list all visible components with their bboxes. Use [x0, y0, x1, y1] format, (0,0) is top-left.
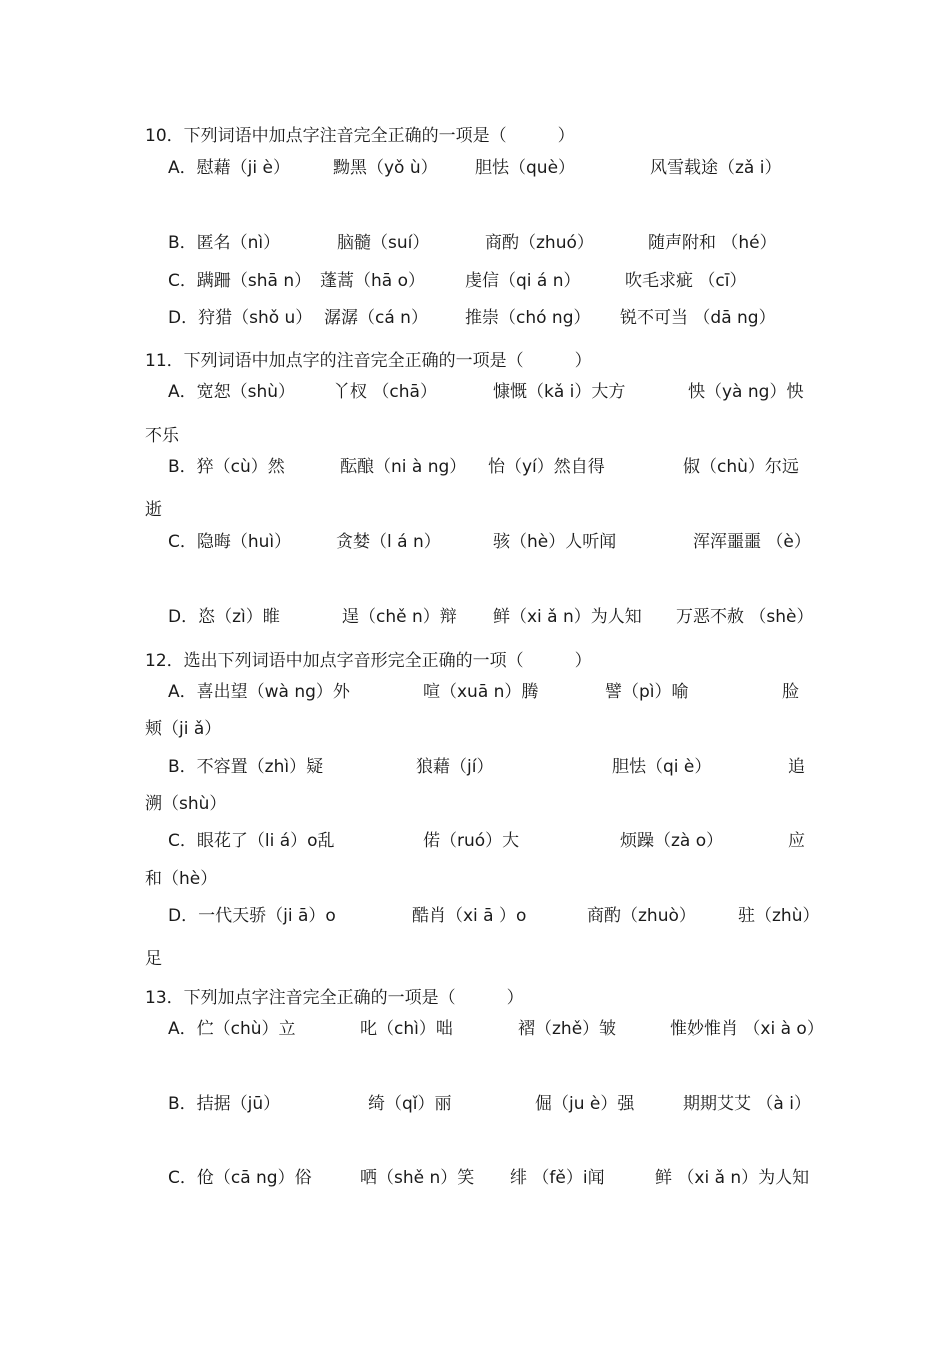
q10-b-1: B．匿名（nì）: [168, 233, 281, 253]
q11-d-3: 鲜（xi ǎ n）为人知: [493, 607, 642, 627]
q13-b-4: 期期艾艾 （à i）: [683, 1094, 811, 1114]
q12-d-4: 驻（zhù）: [738, 906, 820, 926]
q11-a-3: 慷慨（kǎ i）大方: [493, 382, 626, 402]
q12-c-1: C．眼花了（li á）o乱: [168, 831, 335, 851]
q12-a-3: 譬（pì）喻: [605, 682, 689, 702]
q13-stem: 13．下列加点字注音完全正确的一项是（ ）: [145, 988, 524, 1008]
q10-d-4: 锐不可当 （dā ng）: [620, 308, 776, 328]
q12-stem: 12．选出下列词语中加点字音形完全正确的一项（ ）: [145, 651, 592, 671]
q13-a-1: A．伫（chù）立: [168, 1019, 296, 1039]
q10-a-4: 风雪载途（zǎ i）: [650, 158, 782, 178]
q11-stem: 11．下列词语中加点字的注音完全正确的一项是（ ）: [145, 351, 592, 371]
q10-d-2: 潺潺（cá n）: [324, 308, 428, 328]
q13-c-3: 绯 （fě）i闻: [510, 1168, 605, 1188]
q10-c-1: C．蹒跚（shā n）: [168, 271, 312, 291]
q12-c-4: 应: [788, 831, 805, 851]
q11-a-1: A．宽恕（shù）: [168, 382, 296, 402]
q11-b-2: 酝酿（ni à ng）: [340, 457, 467, 477]
q11-a-2: 丫杈 （chā）: [333, 382, 437, 402]
q12-d-wrap: 足: [145, 949, 162, 969]
q11-a-4: 怏（yà ng）怏: [688, 382, 804, 402]
q13-b-2: 绮（qǐ）丽: [368, 1094, 452, 1114]
q11-c-1: C．隐晦（huì）: [168, 532, 292, 552]
q11-c-4: 浑浑噩噩 （è）: [693, 532, 811, 552]
q12-b-wrap: 溯（shù）: [145, 794, 227, 814]
q13-b-1: B．拮据（jū）: [168, 1094, 281, 1114]
q12-d-3: 商酌（zhuò）: [587, 906, 696, 926]
q12-d-1: D．一代天骄（ji ā）o: [168, 906, 336, 926]
q10-b-3: 商酌（zhuó）: [485, 233, 594, 253]
q11-c-2: 贪婪（l á n）: [336, 532, 441, 552]
q11-b-1: B．猝（cù）然: [168, 457, 285, 477]
q10-stem: 10．下列词语中加点字注音完全正确的一项是（ ）: [145, 126, 575, 146]
q13-a-3: 褶（zhě）皱: [518, 1019, 617, 1039]
q11-b-wrap: 逝: [145, 500, 162, 520]
q12-a-1: A．喜出望（wà ng）外: [168, 682, 350, 702]
q13-c-4: 鲜 （xi ǎ n）为人知: [655, 1168, 810, 1188]
q10-c-3: 虔信（qi á n）: [465, 271, 581, 291]
q10-c-2: 蓬蒿（hā o）: [320, 271, 425, 291]
q13-c-1: C．伧（cā ng）俗: [168, 1168, 312, 1188]
q12-b-1: B．不容置（zhì）疑: [168, 757, 324, 777]
q12-b-2: 狼藉（jí）: [416, 757, 494, 777]
q12-c-2: 偌（ruó）大: [423, 831, 520, 851]
q13-a-4: 惟妙惟肖 （xi à o）: [670, 1019, 824, 1039]
q10-d-3: 推崇（chó ng）: [465, 308, 591, 328]
q11-d-1: D．恣（zì）睢: [168, 607, 280, 627]
q12-b-3: 胆怯（qi è）: [612, 757, 712, 777]
q12-a-4: 脸: [782, 682, 799, 702]
q11-c-3: 骇（hè）人听闻: [493, 532, 617, 552]
q11-b-4: 俶（chù）尔远: [683, 457, 799, 477]
q10-c-4: 吹毛求疵 （cī）: [625, 271, 747, 291]
q12-b-4: 追: [788, 757, 805, 777]
q12-a-2: 喧（xuā n）腾: [423, 682, 539, 702]
q12-c-wrap: 和（hè）: [145, 869, 218, 889]
q10-a-3: 胆怯（què）: [475, 158, 576, 178]
q13-a-2: 叱（chì）咄: [360, 1019, 453, 1039]
q13-c-2: 哂（shě n）笑: [360, 1168, 475, 1188]
q11-b-3: 怡（yí）然自得: [488, 457, 605, 477]
q12-c-3: 烦躁（zà o）: [620, 831, 724, 851]
q10-a-2: 黝黑（yǒ ù）: [333, 158, 438, 178]
q13-b-3: 倔（ju è）强: [535, 1094, 635, 1114]
q12-d-2: 酷肖（xi ā ）o: [412, 906, 527, 926]
q11-d-2: 逞（chě n）辩: [342, 607, 457, 627]
q11-d-4: 万恶不赦 （shè）: [676, 607, 814, 627]
q10-a-1: A．慰藉（ji è）: [168, 158, 290, 178]
q10-b-4: 随声附和 （hé）: [648, 233, 777, 253]
q10-b-2: 脑髓（suí）: [337, 233, 430, 253]
q10-d-1: D．狩猎（shǒ u）: [168, 308, 313, 328]
q12-a-wrap: 颊（ji ǎ）: [145, 719, 222, 739]
q11-a-wrap: 不乐: [145, 426, 179, 446]
